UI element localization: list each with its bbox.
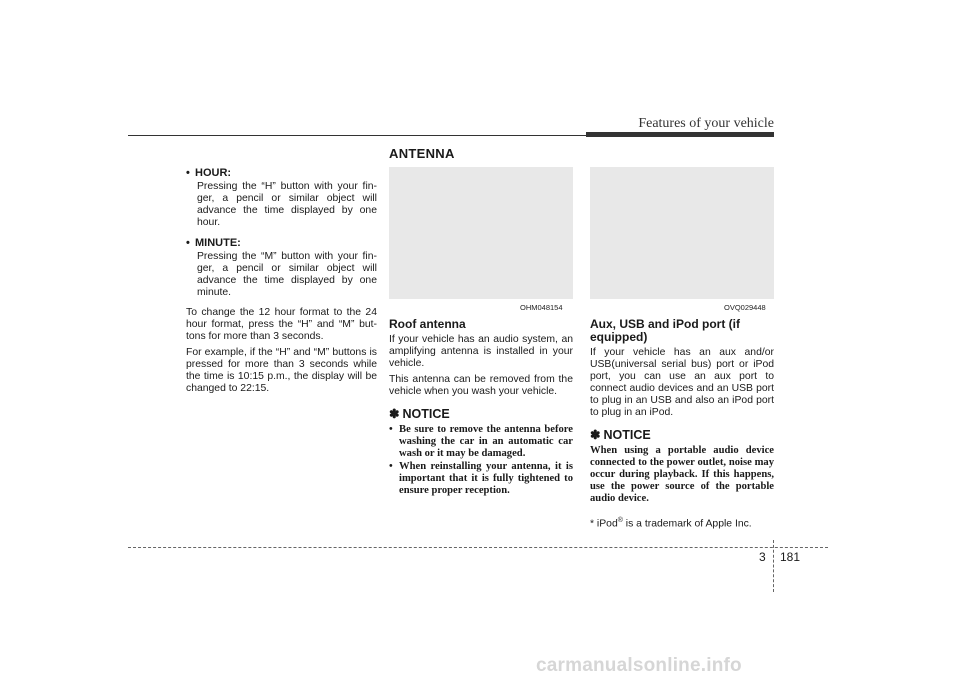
image-code: OHM048154: [520, 303, 563, 312]
image-code: OVQ029448: [724, 303, 766, 312]
antenna-image: [389, 167, 573, 299]
aux-paragraph: If your vehicle has an aux and/or USB(universal serial bus) port or iPod port, you can use an aux port to connect audio devices and an USB port to plug in an USB and also an iPod port to plug in an iPod.: [590, 347, 774, 418]
list-item: • Be sure to remove the antenna before washing the car in an automatic car wash or it may be damaged.: [389, 424, 573, 459]
footer-divider: [773, 540, 774, 592]
bullet-icon: •: [389, 424, 393, 435]
bullet-icon: •: [186, 237, 190, 249]
format-paragraph: To change the 12 hour format to the 24 hour format, press the “H” and “M” but-tons for more than 3 seconds.: [186, 307, 377, 342]
aux-heading: Aux, USB and iPod port (if equipped): [590, 317, 740, 344]
watermark: carmanualsonline.info: [536, 655, 742, 676]
hour-heading: • HOUR:: [186, 167, 232, 179]
page-number: 181: [780, 550, 801, 564]
notice-heading: ✽ NOTICE: [590, 428, 651, 442]
list-item: • When reinstalling your antenna, it is important that it is fully tightened to ensure proper reception.: [389, 461, 573, 496]
notice-list: [389, 424, 573, 497]
roof-antenna-heading: Roof antenna: [389, 317, 466, 331]
bullet-icon: •: [389, 461, 393, 472]
roof-antenna-paragraph: If your vehicle has an audio system, an amplifying antenna is installed in your vehicle.: [389, 334, 573, 369]
notice-icon: ✽: [590, 428, 601, 442]
footer-rule: [128, 547, 828, 548]
minute-text: Pressing the “M” button with your fin-ger, a pencil or similar object will advance the time displayed by one minute.: [197, 251, 377, 298]
notice-icon: ✽: [389, 407, 400, 421]
chapter-number: 3: [759, 550, 766, 564]
aux-port-image: [590, 167, 774, 299]
section-heading-antenna: ANTENNA: [389, 146, 455, 161]
aux-column: [590, 318, 774, 530]
aux-notice-text: When using a portable audio device connected to the power outlet, noise may occur during playback. If this happens, use the power source of the portable audio device.: [590, 445, 774, 504]
bullet-icon: •: [186, 167, 190, 179]
hour-text: Pressing the “H” button with your fin-ger, a pencil or similar object will advance the time displayed by one hour.: [197, 181, 377, 228]
header-title: Features of your vehicle: [638, 116, 774, 131]
trademark-footnote: * iPod® is a trademark of Apple Inc.: [590, 517, 752, 530]
roof-antenna-paragraph: This antenna can be removed from the vehicle when you wash your vehicle.: [389, 374, 573, 397]
minute-heading: • MINUTE:: [186, 237, 241, 249]
header-rule-accent: [586, 132, 774, 137]
example-paragraph: For example, if the “H” and “M” buttons is pressed for more than 3 seconds while the time is 10:15 p.m., the display will be changed to 22:15.: [186, 347, 377, 394]
antenna-column: [389, 318, 573, 498]
header-rule: [128, 135, 586, 136]
notice-heading: ✽ NOTICE: [389, 407, 450, 421]
left-column: [186, 167, 377, 399]
